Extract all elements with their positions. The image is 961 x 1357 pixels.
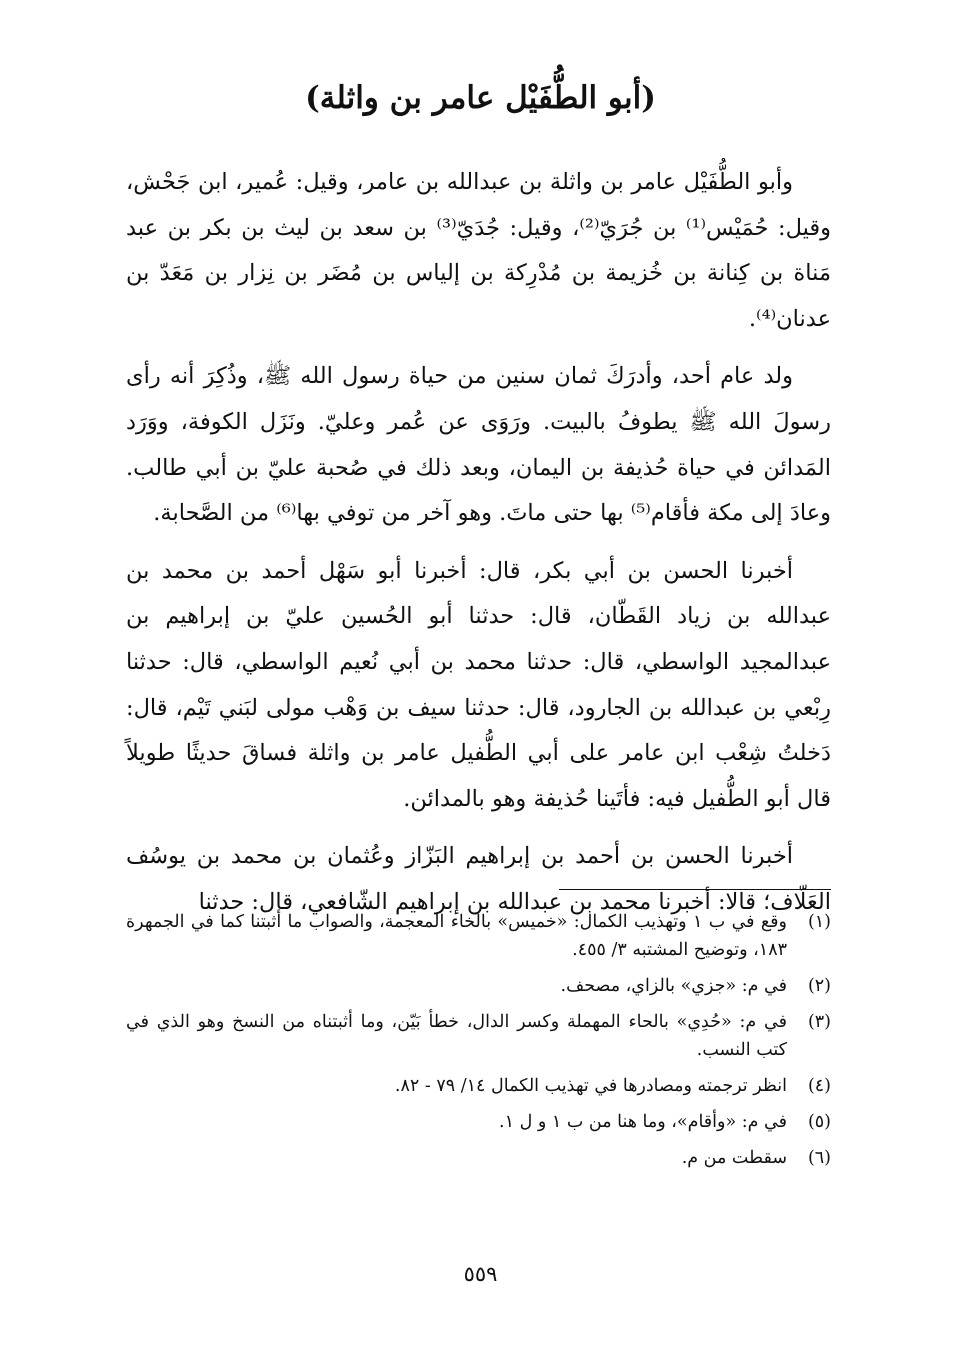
footnote-number: (٣) <box>807 1012 831 1032</box>
footnote-item <box>126 1008 831 1064</box>
page-title: (أبو الطُّفَيْل عامر بن واثلة) <box>305 80 656 116</box>
footnote-text: سقطت من م. <box>681 1148 787 1168</box>
paragraph-1: وأبو الطُّفَيْل عامر بن واثلة بن عبدالله بن عامر، وقيل: عُمير، ابن جَحْش، وقيل: حُمَيْس⁽¹⁾ بن جُرَيّ⁽²⁾، وقيل: جُدَيّ⁽³⁾ بن سعد بن ليث بن بكر بن عبد مَناة بن كِنانة بن خُزيمة بن مُدْرِكة بن إلياس بن مُضَر بن نِزار بن مَعَدّ بن عدنان⁽⁴⁾. <box>126 169 832 332</box>
paragraph-3: أخبرنا الحسن بن أبي بكر، قال: أخبرنا أبو سَهْل أحمد بن محمد بن عبدالله بن زياد القَطّان، قال: حدثنا أبو الحُسين عليّ بن إبراهيم بن عبدالمجيد الواسطي، قال: حدثنا محمد بن أبي نُعيم الواسطي، قال: حدثنا رِبْعي بن عبدالله بن الجارود، قال: حدثنا سيف بن وَهْب مولى لبَني تَيْم، قال: دَخلتُ شِعْب ابن عامر على أبي الطُّفيل عامر بن واثلة فساقَ حديثًا طويلاً قال أبو الطُّفيل فيه: فأتَينا حُذيفة وهو بالمدائن. <box>126 557 831 812</box>
footnote-number: (١) <box>807 912 831 932</box>
footnote-item <box>126 1144 831 1172</box>
paragraph-2: ولد عام أحد، وأدرَكَ ثمان سنين من حياة رسول الله ﷺ، وذُكِرَ أنه رأى رسولَ الله ﷺ يطوفُ بالبيت. ورَوَى عن عُمر وعليّ. ونَزَل الكوفة، ووَرَد المَدائن في حياة حُذيفة بن اليمان، وبعد ذلك في صُحبة عليّ بن أبي طالب. وعادَ إلى مكة فأقام⁽⁵⁾ بها حتى ماتَ. وهو آخر من توفي بها⁽⁶⁾ من الصَّحابة. <box>126 363 831 527</box>
footnote-text: انظر ترجمته ومصادرها في تهذيب الكمال ١٤/ ٧٩ - ٨٢. <box>394 1076 787 1096</box>
footnote-text: في م: «جزي» بالزاي، مصحف. <box>560 976 787 996</box>
footnote-text: في م: «وأقام»، وما هنا من ب ١ و ل ١. <box>499 1112 787 1132</box>
main-text <box>126 160 831 926</box>
footnote-text: وقع في ب ١ وتهذيب الكمال: «خميس» بالخاء المعجمة، والصواب ما أثبتنا كما في الجمهرة ١٨٣، وتوضيح المشتبه ٣/ ٤٥٥. <box>126 912 787 960</box>
footnote-item <box>126 1108 831 1136</box>
footnote-number: (٦) <box>807 1148 831 1168</box>
footnote-item <box>126 1072 831 1100</box>
footnote-separator <box>559 889 831 890</box>
footnote-item <box>126 908 831 964</box>
footnote-number: (٢) <box>807 976 831 996</box>
footnote-text: في م: «حُدِي» بالحاء المهملة وكسر الدال، خطأ بَيّن، وما أثبتناه من النسخ وهو الذي في كتب النسب. <box>126 1012 787 1060</box>
footnote-number: (٤) <box>807 1076 831 1096</box>
page-number: ٥٥٩ <box>463 1262 498 1286</box>
footnote-number: (٥) <box>807 1112 831 1132</box>
paragraph-4: أخبرنا الحسن بن أحمد بن إبراهيم البَزّاز وعُثمان بن محمد بن يوسُف العَلّاف؛ قالا: أخبرنا محمد بن عبدالله بن إبراهيم الشّافعي، قال: حدثنا <box>126 843 831 915</box>
footnote-item <box>126 972 831 1000</box>
footnotes <box>126 908 831 1180</box>
